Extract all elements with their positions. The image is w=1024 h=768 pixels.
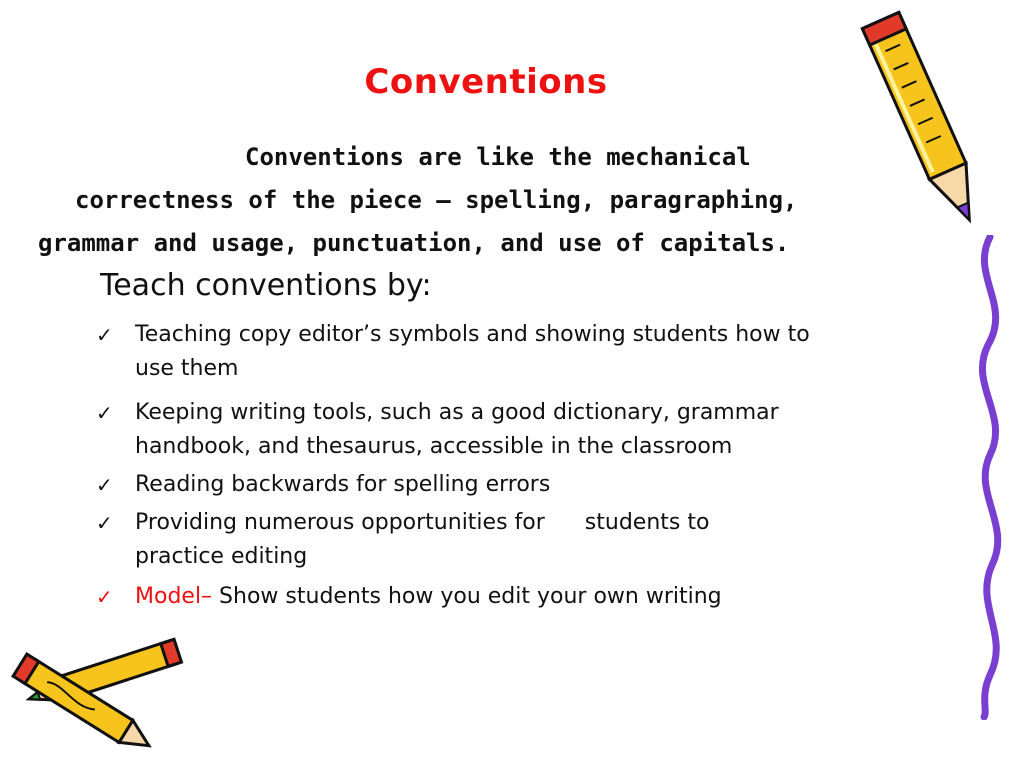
definition-line: grammar and usage, punctuation, and use of capitals. [38, 229, 790, 257]
list-item [96, 468, 946, 502]
list-item [96, 396, 946, 464]
bullet-list [96, 318, 946, 614]
checkmark-icon: ✓ [96, 511, 113, 535]
checkmark-icon: ✓ [96, 585, 113, 609]
bullet-text: handbook, and thesaurus, accessible in the classroom [135, 434, 733, 459]
bullet-text: Teaching copy editor’s symbols and showing students how to [135, 322, 810, 347]
squiggle-line [960, 235, 1024, 720]
bullet-text: Reading backwards for spelling errors [135, 472, 551, 497]
checkmark-icon: ✓ [96, 473, 113, 497]
bullet-lead: Model– [135, 584, 213, 609]
checkmark-icon: ✓ [96, 323, 113, 347]
list-item [96, 506, 946, 574]
bullet-text: practice editing [135, 544, 308, 569]
checkmark-icon: ✓ [96, 401, 113, 425]
bullet-text: use them [135, 356, 239, 381]
definition-line: correctness of the piece – spelling, paragraphing, [75, 186, 798, 214]
list-item [96, 318, 946, 386]
bullet-text: Keeping writing tools, such as a good dictionary, grammar [135, 400, 779, 425]
bullet-text: Providing numerous opportunities for [135, 510, 545, 535]
pencil-icon [0, 645, 160, 768]
slide-title: Conventions [364, 62, 608, 102]
definition-line: Conventions are like the mechanical [245, 143, 751, 171]
bullet-text: students to [584, 510, 710, 535]
subheading: Teach conventions by: [100, 268, 432, 303]
bullet-text: Show students how you edit your own writing [212, 584, 722, 609]
definition-paragraph [30, 136, 950, 265]
list-item [96, 580, 946, 614]
